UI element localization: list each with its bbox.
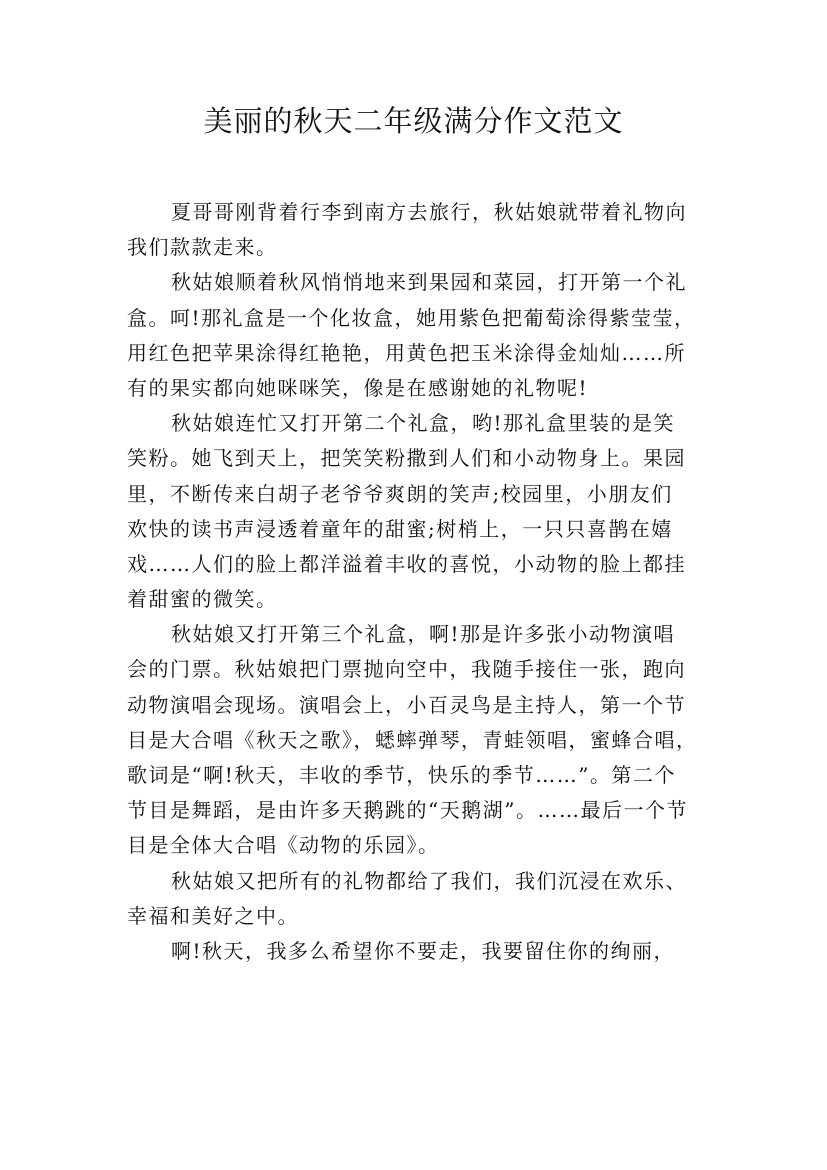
text-line: 秋姑娘又把所有的礼物都给了我们，我们沉浸在欢乐、 [171, 868, 687, 893]
text-line: 里，不断传来白胡子老爷爷爽朗的笑声;校园里，小朋友们 [127, 481, 673, 506]
text-line: 我们款款走来。 [127, 235, 278, 260]
document-body [127, 195, 717, 969]
text-line: 动物演唱会现场。演唱会上，小百灵鸟是主持人，第一个节 [127, 692, 686, 717]
text-line: 啊!秋天，我多么希望你不要走，我要留住你的绚丽， [171, 938, 676, 963]
text-line: 秋姑娘顺着秋风悄悄地来到果园和菜园，打开第一个礼 [171, 270, 687, 295]
text-line: 盒。呵!那礼盒是一个化妆盒，她用紫色把葡萄涂得紫莹莹， [127, 305, 696, 330]
paragraph-2 [127, 265, 717, 406]
paragraph-6 [127, 934, 717, 969]
paragraph-3 [127, 406, 717, 617]
text-line: 夏哥哥刚背着行李到南方去旅行，秋姑娘就带着礼物向 [171, 200, 687, 224]
text-line: 幸福和美好之中。 [127, 903, 299, 928]
text-line: 笑粉。她飞到天上，把笑笑粉撒到人们和小动物身上。果园 [127, 446, 686, 471]
paragraph-4 [127, 617, 717, 863]
text-line: 秋姑娘连忙又打开第二个礼盒，哟!那礼盒里装的是笑 [171, 411, 676, 436]
text-line: 戏……人们的脸上都洋溢着丰收的喜悦，小动物的脸上都挂 [127, 551, 686, 576]
text-line: 目是大合唱《秋天之歌》，蟋蟀弹琴，青蛙领唱，蜜蜂合唱， [127, 727, 698, 752]
paragraph-5 [127, 864, 717, 934]
text-line: 会的门票。秋姑娘把门票抛向空中，我随手接住一张，跑向 [127, 657, 686, 682]
text-line: 用红色把苹果涂得红艳艳，用黄色把玉米涂得金灿灿……所 [127, 340, 686, 365]
text-line: 节目是舞蹈，是由许多天鹅跳的“天鹅湖”。……最后一个节 [127, 798, 688, 823]
paragraph-1 [127, 195, 717, 265]
text-line: 有的果实都向她咪咪笑，像是在感谢她的礼物呢! [127, 375, 589, 400]
text-line: 秋姑娘又打开第三个礼盒，啊!那是许多张小动物演唱 [171, 622, 676, 647]
document-title: 美丽的秋天二年级满分作文范文 [203, 104, 624, 138]
text-line: 目是全体大合唱《动物的乐园》。 [127, 833, 440, 858]
text-line: 歌词是“啊!秋天，丰收的季节，快乐的季节……”。第二个 [127, 763, 676, 787]
text-line: 欢快的读书声浸透着童年的甜蜜;树梢上，一只只喜鹊在嬉 [127, 516, 673, 541]
text-line: 着甜蜜的微笑。 [127, 587, 278, 612]
